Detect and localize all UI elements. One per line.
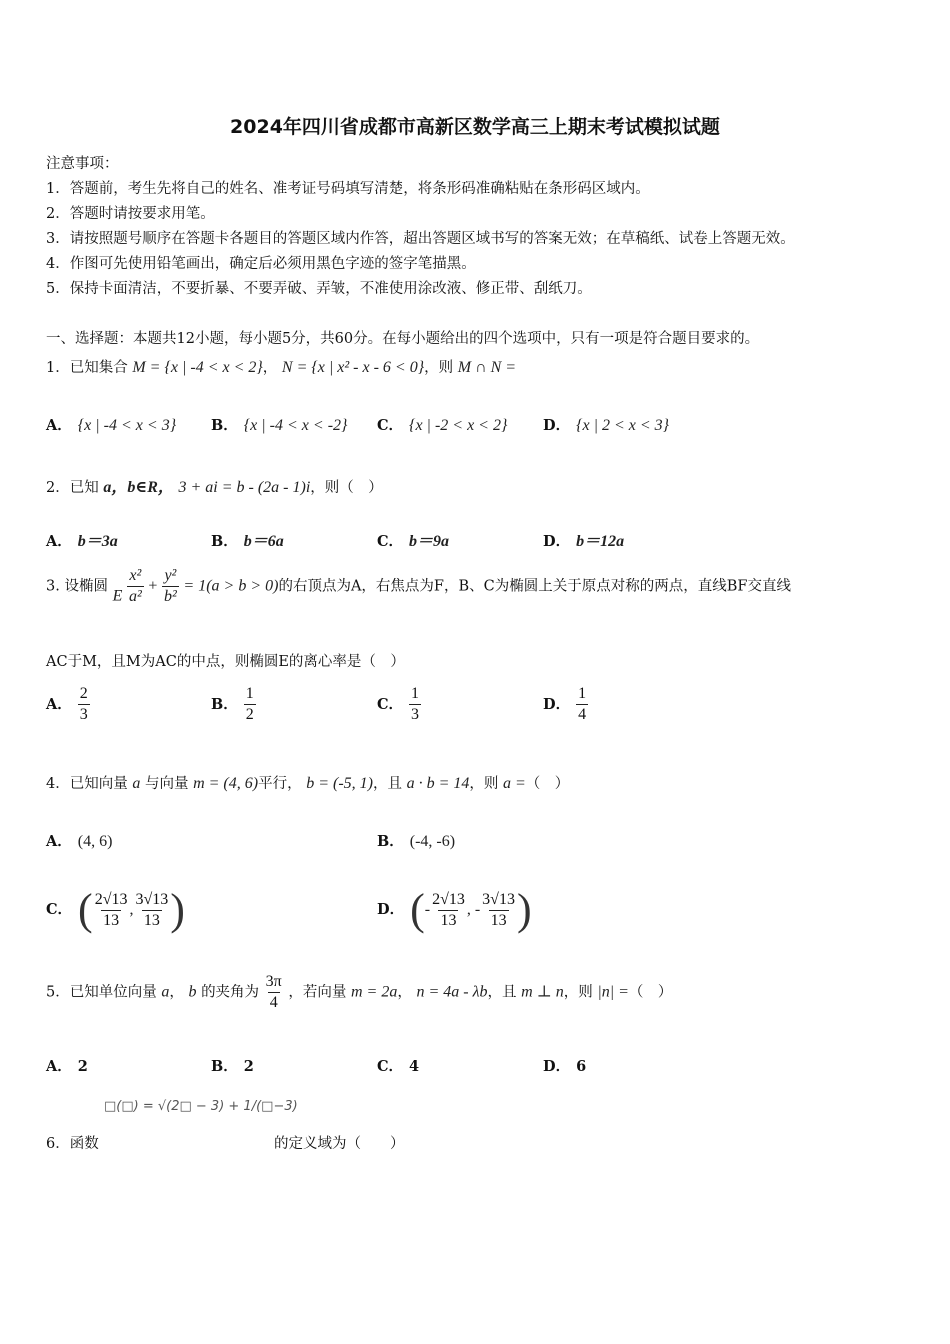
q4-vector-a: a (132, 775, 141, 792)
q1-suffix: ，则 (424, 360, 454, 376)
q6-suffix: 的定义域为（ ） (273, 1136, 405, 1152)
notice-item-1: 1．答题前，考生先将自己的姓名、准考证号码填写清楚，将条形码准确粘贴在条形码区域内。 (46, 181, 650, 197)
q1-option-c[interactable]: C． {x | -2 < x < 2} (377, 417, 508, 434)
q5-angle: $\frac{3\pi}{4}$ (265, 973, 282, 1011)
q4-mid-2: 平行， (258, 776, 302, 792)
q3-frac-y: $\frac{\text{y²}}{\text{b²}}$ (164, 567, 177, 605)
q5-suffix: （ ） (628, 984, 673, 1001)
q4-dot: a · b = 14 (406, 775, 470, 792)
q4-option-b[interactable]: B． (-4, -6) (377, 833, 456, 850)
question-6 (46, 1132, 404, 1153)
q1-set-n: N = {x | x² - x - 6 < 0} (281, 359, 425, 376)
q4-option-c[interactable]: C． ( $\frac{2√13}{13}$ , $\frac{3√13}{13}$ ) (46, 885, 185, 934)
q1-set-m: M = {x | -4 < x < 2} (132, 359, 263, 376)
q2-option-a[interactable]: A． b＝3a (46, 533, 118, 550)
q5-ask: |n| = (597, 983, 629, 1001)
q2-suffix: ，则（ ） (310, 480, 383, 496)
q5-comma: ， (169, 984, 184, 1001)
q4-option-a[interactable]: A． (4, 6) (46, 833, 113, 850)
q3-option-c[interactable]: C． $\frac{1}{3}$ (377, 685, 420, 723)
notice-item-5: 5．保持卡面清洁，不要折暴、不要弄破、弄皱，不准使用涂改液、修正带、刮纸刀。 (46, 281, 592, 297)
q5-vector-n: n = 4a - λb (416, 983, 488, 1001)
q1-option-b[interactable]: B． {x | -4 < x < -2} (211, 417, 348, 434)
q1-option-d[interactable]: D． {x | 2 < x < 3} (543, 417, 670, 434)
q5-vector-a: a (161, 983, 170, 1001)
q4-vector-b: b = (-5, 1) (306, 775, 373, 792)
q2-equation: 3 + ai = b - (2a - 1)i (178, 479, 311, 496)
question-2 (46, 474, 383, 497)
notice-item-4: 4．作图可先使用铅笔画出，确定后必须用黑色字迹的签字笔描黑。 (46, 256, 476, 272)
q4-prefix: 4．已知向量 (46, 776, 128, 792)
question-1 (46, 356, 516, 377)
q2-option-b[interactable]: B． b＝6a (211, 533, 284, 550)
q4-mid-4: ，则 (469, 776, 499, 792)
q4-mid-1: 与向量 (144, 776, 189, 792)
q3-plus: + (148, 577, 158, 595)
q3-option-b[interactable]: B． $\frac{1}{2}$ (211, 685, 254, 723)
q1-sep: ， (262, 360, 278, 376)
q5-vector-m: m = 2a (350, 983, 398, 1001)
q5-mid-2: ，若向量 (288, 984, 347, 1001)
notice-heading: 注意事项： (46, 156, 119, 172)
q5-prefix: 5．已知单位向量 (46, 984, 157, 1001)
page-title: 2024年四川省成都市高新区数学高三上期末考试模拟试题 (230, 116, 720, 138)
notice-item-3: 3．请按照题号顺序在答题卡各题目的答题区域内作答，超出答题区域书写的答案无效；在草稿纸、试卷上答题无效。 (46, 231, 795, 247)
q2-vars: a，b∈R， (103, 479, 174, 496)
q5-option-a[interactable]: A． 2 (46, 1058, 88, 1075)
question-5: 5．已知单位向量 a， b 的夹角为 $\frac{3\pi}{4}$ ，若向量 m = 2a， n = 4a - λb，且 m ⊥ n，则 |n| =（ ） (46, 973, 673, 1011)
q2-prefix: 2．已知 (46, 480, 99, 496)
q3-text-1: 的右顶点为A，右焦点为F，B、C为椭圆上关于原点对称的两点，直线BF交直线 (278, 578, 791, 595)
q4-ask: a = (502, 775, 526, 792)
q3-rhs: = 1(a > b > 0) (183, 577, 279, 595)
q5-perp: m ⊥ n (521, 983, 564, 1001)
q3-ellipse-name: E (112, 587, 123, 605)
q4-suffix: （ ） (525, 776, 570, 792)
q1-prefix: 1．已知集合 (46, 360, 128, 376)
q6-prefix: 6．函数 (46, 1136, 99, 1152)
q5-mid-4: ，则 (563, 984, 593, 1001)
q5-mid-3: ，且 (487, 984, 517, 1001)
q4-option-d[interactable]: D． (- $\frac{2√13}{13}$ , - $\frac{3√13}{13}$ ) (377, 885, 532, 934)
q3-option-a[interactable]: A． $\frac{2}{3}$ (46, 685, 88, 723)
q4-vector-m: m = (4, 6) (193, 775, 259, 792)
question-3 (46, 566, 791, 607)
q5-option-b[interactable]: B． 2 (211, 1058, 254, 1075)
section-heading: 一、选择题：本题共12小题，每小题5分，共60分。在每小题给出的四个选项中，只有一项是符合题目要求的。 (46, 331, 760, 347)
question-4 (46, 772, 569, 793)
q1-option-a[interactable]: A． {x | -4 < x < 3} (46, 417, 177, 434)
notice-item-2: 2．答题时请按要求用笔。 (46, 206, 215, 222)
q3-text-2: AC于M，且M为AC的中点，则椭圆E的离心率是（ ） (46, 654, 405, 670)
q2-option-d[interactable]: D． b＝12a (543, 533, 625, 550)
q5-option-d[interactable]: D． 6 (543, 1058, 587, 1075)
q3-frac-x: $\frac{\text{x²}}{\text{a²}}$ (128, 567, 142, 605)
q2-option-c[interactable]: C． b＝9a (377, 533, 450, 550)
q5-mid-1: 的夹角为 (201, 984, 260, 1001)
q5-option-c[interactable]: C． 4 (377, 1058, 420, 1075)
q6-formula: □(□) = √(2□ − 3) + 1/(□−3) (104, 1099, 298, 1114)
q3-prefix: 3. 设椭圆 (46, 578, 108, 595)
q3-option-d[interactable]: D． $\frac{1}{4}$ (543, 685, 587, 723)
q1-expr: M ∩ N = (457, 359, 517, 376)
q4-mid-3: ，且 (372, 776, 402, 792)
q5-vector-b: b (188, 983, 197, 1001)
